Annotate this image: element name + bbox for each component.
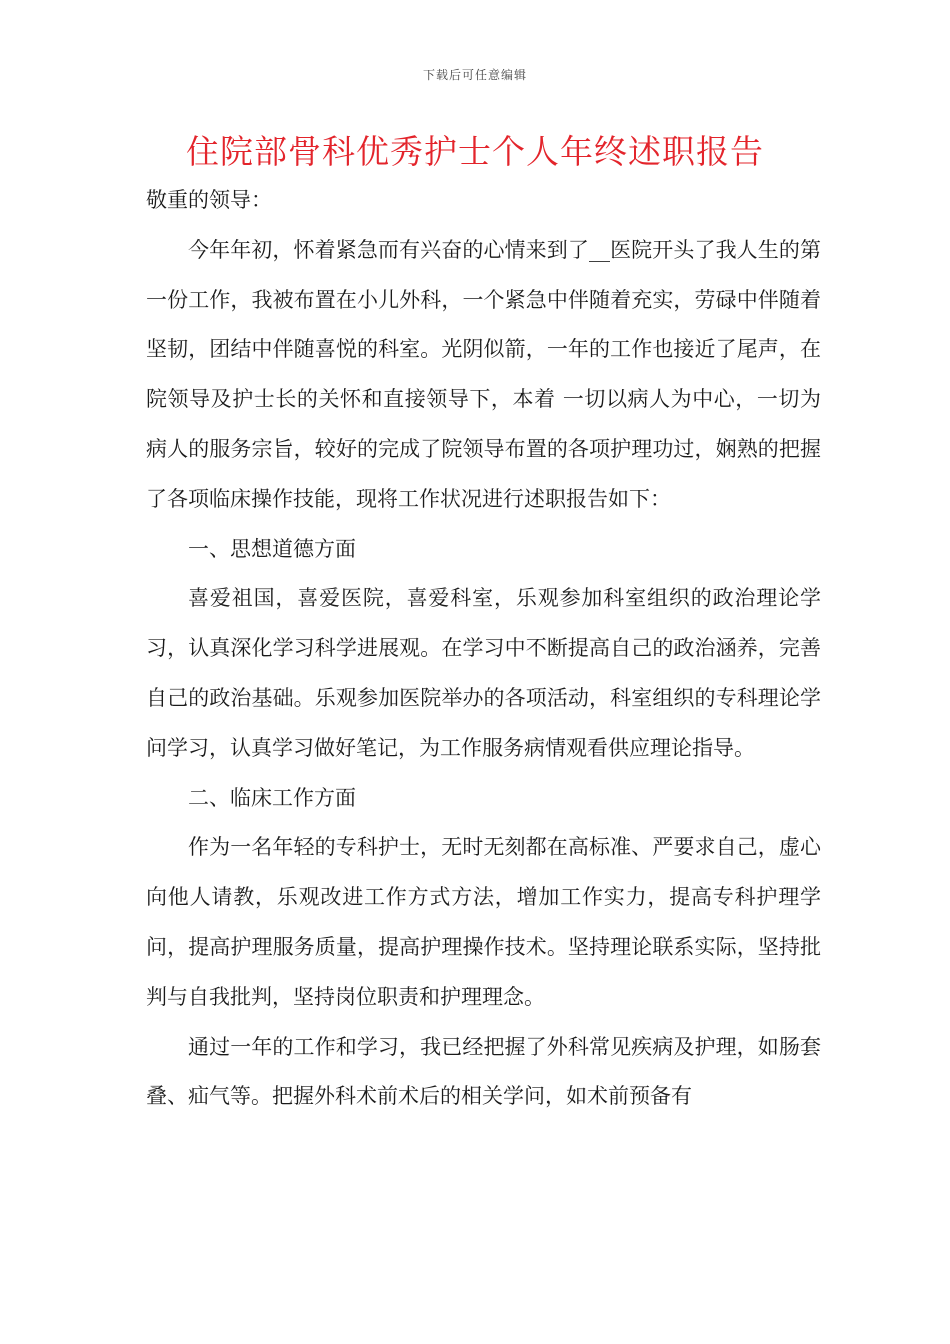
header-note: 下载后可任意编辑 xyxy=(422,68,527,82)
section-heading-ideology: 一、思想道德方面 xyxy=(188,536,356,561)
section-heading-clinical: 二、临床工作方面 xyxy=(188,785,356,810)
paragraph-learning: 通过一年的工作和学习，我已经把握了外科常见疾病及护理，如肠套叠、疝气等。把握外科术前术后的相关学问，如术前预备有 xyxy=(146,1034,821,1109)
paragraph-clinical: 作为一名年轻的专科护士，无时无刻都在高标准、严要求自己，虚心向他人请教，乐观改进工作方式方法，增加工作实力，提高专科护理学问，提高护理服务质量，提高护理操作技术。坚持理论联系实际，坚持批判与自我批判，坚持岗位职责和护理理念。 xyxy=(146,835,821,1009)
paragraph-intro: 今年年初，怀着紧急而有兴奋的心情来到了__医院开头了我人生的第一份工作，我被布置在小儿外科，一个紧急中伴随着充实，劳碌中伴随着坚韧，团结中伴随喜悦的科室。光阴似箭，一年的工作也接近了尾声，在院领导及护士长的关怀和直接领导下，本着 一切以病人为中心，一切为病人的服务宗旨，较好的完成了院领导布置的各项护理功过，娴熟的把握了各项临床操作技能，现将工作状况进行述职报告如下： xyxy=(146,237,821,511)
document-body xyxy=(146,176,821,1122)
salutation: 敬重的领导： xyxy=(146,188,272,212)
document-title: 住院部骨科优秀护士个人年终述职报告 xyxy=(186,132,764,171)
paragraph-ideology: 喜爱祖国，喜爱医院，喜爱科室，乐观参加科室组织的政治理论学习，认真深化学习科学进展观。在学习中不断提高自己的政治涵养，完善自己的政治基础。乐观参加医院举办的各项活动，科室组织的专科理论学问学习，认真学习做好笔记，为工作服务病情观看供应理论指导。 xyxy=(146,586,821,760)
